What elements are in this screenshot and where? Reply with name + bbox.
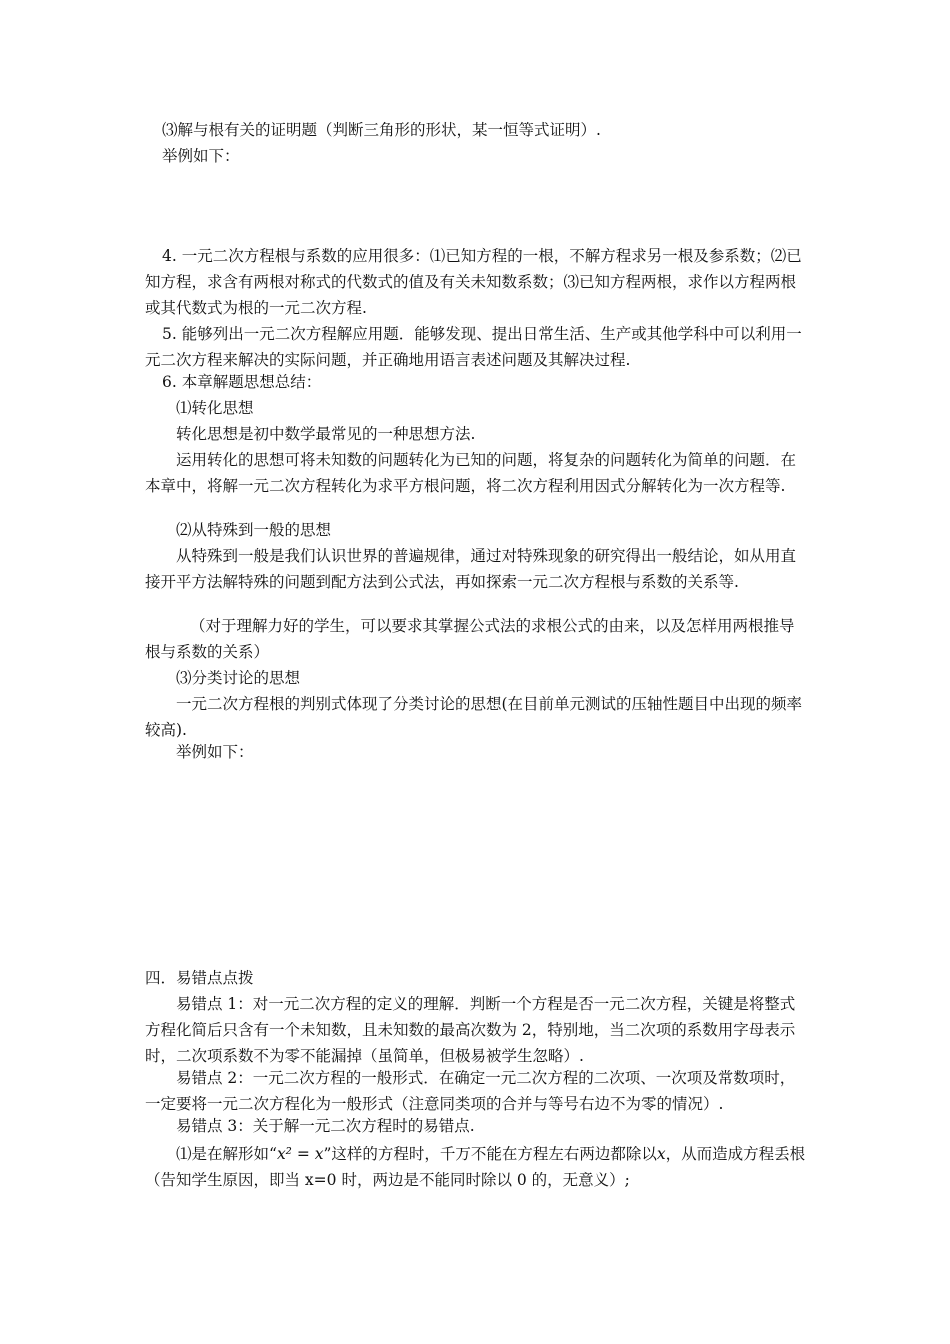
thought-2-note: （对于理解力好的学生，可以要求其掌握公式法的求根公式的由来，以及怎样用两根推导根与系数的关系） bbox=[145, 617, 795, 661]
item-4-paragraph: 4. 一元二次方程根与系数的应用很多：⑴已知方程的一根，不解方程求另一根及参系数；⑵已知方程，求含有两根对称式的代数式的值及有关未知数系数；⑶已知方程两根，求作以方程两根或其代数式为根的一元二次方程. bbox=[145, 247, 802, 317]
thought-2-paragraph: 从特殊到一般是我们认识世界的普遍规律，通过对特殊现象的研究得出一般结论，如从用直接开平方法解特殊的问题到配方法到公式法，再如探索一元二次方程根与系数的关系等. bbox=[145, 547, 797, 591]
pitfall-1-paragraph: 易错点 1：对一元二次方程的定义的理解．判断一个方程是否一元二次方程，关键是将整式方程化简后只含有一个未知数，且未知数的最高次数为 2，特别地，当二次项的系数用字母表示时，二次项系数不为零不能漏掉（虽简单，但极易被学生忽略）. bbox=[145, 995, 796, 1065]
thought-2-title: ⑵从特殊到一般的思想 bbox=[176, 521, 332, 539]
item-5-paragraph: 5. 能够列出一元二次方程解应用题．能够发现、提出日常生活、生产或其他学科中可以利用一元二次方程来解决的实际问题，并正确地用语言表述问题及其解决过程. bbox=[145, 325, 802, 369]
variable-x: x bbox=[656, 1145, 666, 1163]
pitfall-2-paragraph: 易错点 2：一元二次方程的一般形式．在确定一元二次方程的二次项、一次项及常数项时，一定要将一元二次方程化为一般形式（注意同类项的合并与等号右边不为零的情况）. bbox=[145, 1069, 796, 1113]
thought-1-paragraph-2: 运用转化的思想可将未知数的问题转化为已知的问题，将复杂的问题转化为简单的问题．在本章中，将解一元二次方程转化为求平方根问题，将二次方程利用因式分解转化为一次方程等. bbox=[145, 451, 797, 495]
pitfall-3-item-1-text-c: ，从而造成方程丢根（告知学生原因，即当 x=0 时，两边是不能同时除以 0 的，无意义）; bbox=[145, 1145, 806, 1189]
example-label-2: 举例如下： bbox=[176, 743, 254, 761]
section-4-heading: 四．易错点点拨 bbox=[145, 969, 254, 987]
thought-1-title: ⑴转化思想 bbox=[176, 399, 254, 417]
example-label: 举例如下： bbox=[162, 147, 240, 165]
thought-3-paragraph: 一元二次方程根的判别式体现了分类讨论的思想(在目前单元测试的压轴性题目中出现的频率较高). bbox=[145, 695, 803, 739]
item-3-proof-problems: ⑶解与根有关的证明题（判断三角形的形状，某一恒等式证明）. bbox=[162, 121, 601, 139]
pitfall-3-item-1-text-a: ⑴是在解形如“ bbox=[176, 1145, 277, 1163]
thought-1-paragraph-1: 转化思想是初中数学最常见的一种思想方法. bbox=[176, 425, 476, 443]
pitfall-3-paragraph: 易错点 3：关于解一元二次方程时的易错点. bbox=[176, 1117, 475, 1135]
item-6-heading: 6. 本章解题思想总结： bbox=[162, 373, 322, 391]
pitfall-3-item-1-text-b: ”这样的方程时，千万不能在方程左右两边都除以 bbox=[323, 1145, 657, 1163]
equation-x-squared-equals-x: x² = x bbox=[276, 1145, 324, 1163]
thought-3-title: ⑶分类讨论的思想 bbox=[176, 669, 301, 687]
pitfall-3-item-1 bbox=[145, 1141, 809, 1193]
